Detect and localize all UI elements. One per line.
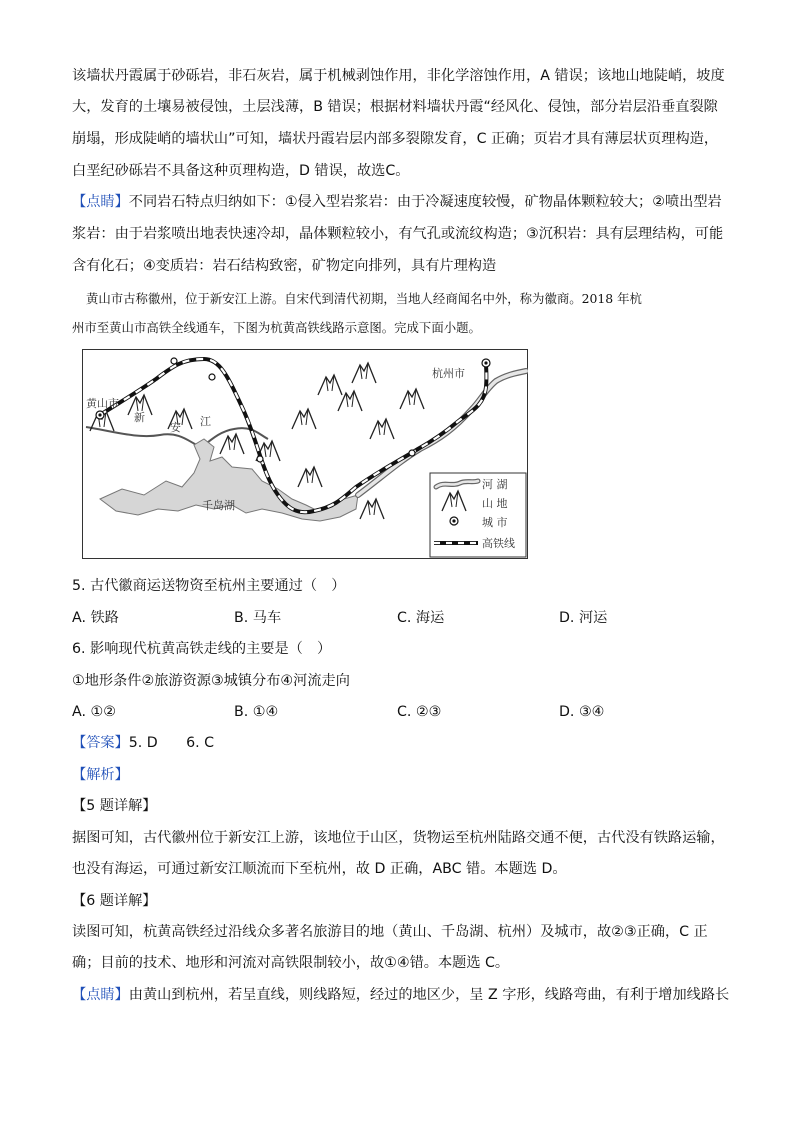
city-marker	[171, 358, 177, 364]
city-hangzhou	[482, 359, 490, 367]
legend-river-lake: 河 湖	[482, 478, 508, 491]
tip2-line	[72, 985, 729, 1005]
label-hangzhou: 杭州市	[432, 367, 465, 380]
q5-detail-line-2: 也没有海运，可通过新安江顺流而下至杭州，故 D 正确，ABC 错。本题选 D。	[72, 861, 567, 877]
railway-map	[82, 349, 528, 559]
q5-detail-tag: 【5 题详解】	[72, 798, 157, 814]
tip-tag: 【点睛】	[72, 194, 129, 210]
q5-detail-line-1: 据图可知，古代徽州位于新安江上游，该地位于山区，货物运至杭州陆路交通不便，古代没有铁路运输，	[72, 830, 725, 846]
tip-text: 不同岩石特点归纳如下：①侵入型岩浆岩：由于冷凝速度较慢，矿物晶体颗粒较大；②喷出型岩	[128, 194, 722, 210]
q5-option-d: D. 河运	[559, 610, 608, 626]
explanation-line-1: 该墙状丹霞属于砂砾岩，非石灰岩，属于机械剥蚀作用，非化学溶蚀作用，A 错误；该地山地陡峭，坡度	[72, 68, 725, 84]
label-huangshan: 黄山市	[86, 397, 119, 410]
tip2-text: 由黄山到杭州，若呈直线，则线路短，经过的地区少，呈 Z 字形，线路弯曲，有利于增加线路长	[128, 987, 730, 1003]
legend-mountain: 山 地	[482, 497, 508, 510]
tip2-tag: 【点睛】	[72, 987, 129, 1003]
q6-option-c: C. ②③	[397, 704, 442, 720]
label-qiandaohu: 千岛湖	[202, 499, 235, 512]
city-huangshan	[96, 411, 104, 419]
q6-option-a: A. ①②	[72, 704, 116, 720]
label-an: 安	[170, 421, 181, 434]
explanation-line-4: 白垩纪砂砾岩不具备这种页理构造，D 错误，故选C。	[72, 163, 410, 179]
explanation-line-2: 大，发育的土壤易被侵蚀，土层浅薄，B 错误；根据材料墙状丹霞“经风化、侵蚀，部分岩层沿垂直裂隙	[72, 99, 718, 115]
answer-tag: 【答案】	[72, 735, 129, 751]
city-marker	[209, 374, 215, 380]
q5-option-b: B. 马车	[234, 610, 282, 626]
q6-detail-line-2: 确；目前的技术、地形和河流对高铁限制较小，故①④错。本题选 C。	[72, 955, 510, 971]
q5-stem: 5. 古代徽商运送物资至杭州主要通过（ ）	[72, 578, 346, 594]
answer-line	[72, 733, 214, 753]
q6-option-d: D. ③④	[559, 704, 605, 720]
q5-option-c: C. 海运	[397, 610, 445, 626]
q5-option-a: A. 铁路	[72, 610, 119, 626]
legend-rail: 高铁线	[482, 537, 515, 550]
material-line-1: 黄山市古称徽州，位于新安江上游。自宋代到清代初期，当地人经商闻名中外，称为徽商。2018 年杭	[86, 291, 642, 306]
material-line-2: 州市至黄山市高铁全线通车，下图为杭黄高铁线路示意图。完成下面小题。	[72, 320, 481, 335]
q6-detail-line-1: 读图可知，杭黄高铁经过沿线众多著名旅游目的地（黄山、千岛湖、杭州）及城市，故②③正确，C 正	[72, 924, 708, 940]
tip-paragraph-line-2: 浆岩：由于岩浆喷出地表快速冷却，晶体颗粒较小，有气孔或流纹构造；③沉积岩：具有层理结构，可能	[72, 226, 724, 242]
label-xin: 新	[134, 411, 145, 424]
q6-detail-tag: 【6 题详解】	[72, 893, 157, 909]
tip-paragraph-line-3: 含有化石；④变质岩：岩石结构致密，矿物定向排列，具有片理构造	[72, 258, 497, 274]
explanation-line-3: 崩塌，形成陡峭的墙状山”可知，墙状丹霞岩层内部多裂隙发育，C 正确；页岩才具有薄层状页理构造，	[72, 131, 719, 147]
city-marker	[257, 456, 263, 462]
q6-option-b: B. ①④	[234, 704, 279, 720]
legend-city: 城 市	[482, 516, 508, 529]
analysis-tag: 【解析】	[72, 767, 129, 783]
q6-items: ①地形条件②旅游资源③城镇分布④河流走向	[72, 673, 350, 689]
label-jiang: 江	[200, 415, 211, 428]
q6-stem: 6. 影响现代杭黄高铁走线的主要是（ ）	[72, 641, 332, 657]
tip-paragraph-line-1	[72, 192, 722, 212]
map-legend	[430, 473, 526, 557]
railway-map-svg	[82, 349, 528, 559]
city-marker	[409, 450, 415, 456]
answer-text: 5. D 6. C	[128, 735, 215, 751]
